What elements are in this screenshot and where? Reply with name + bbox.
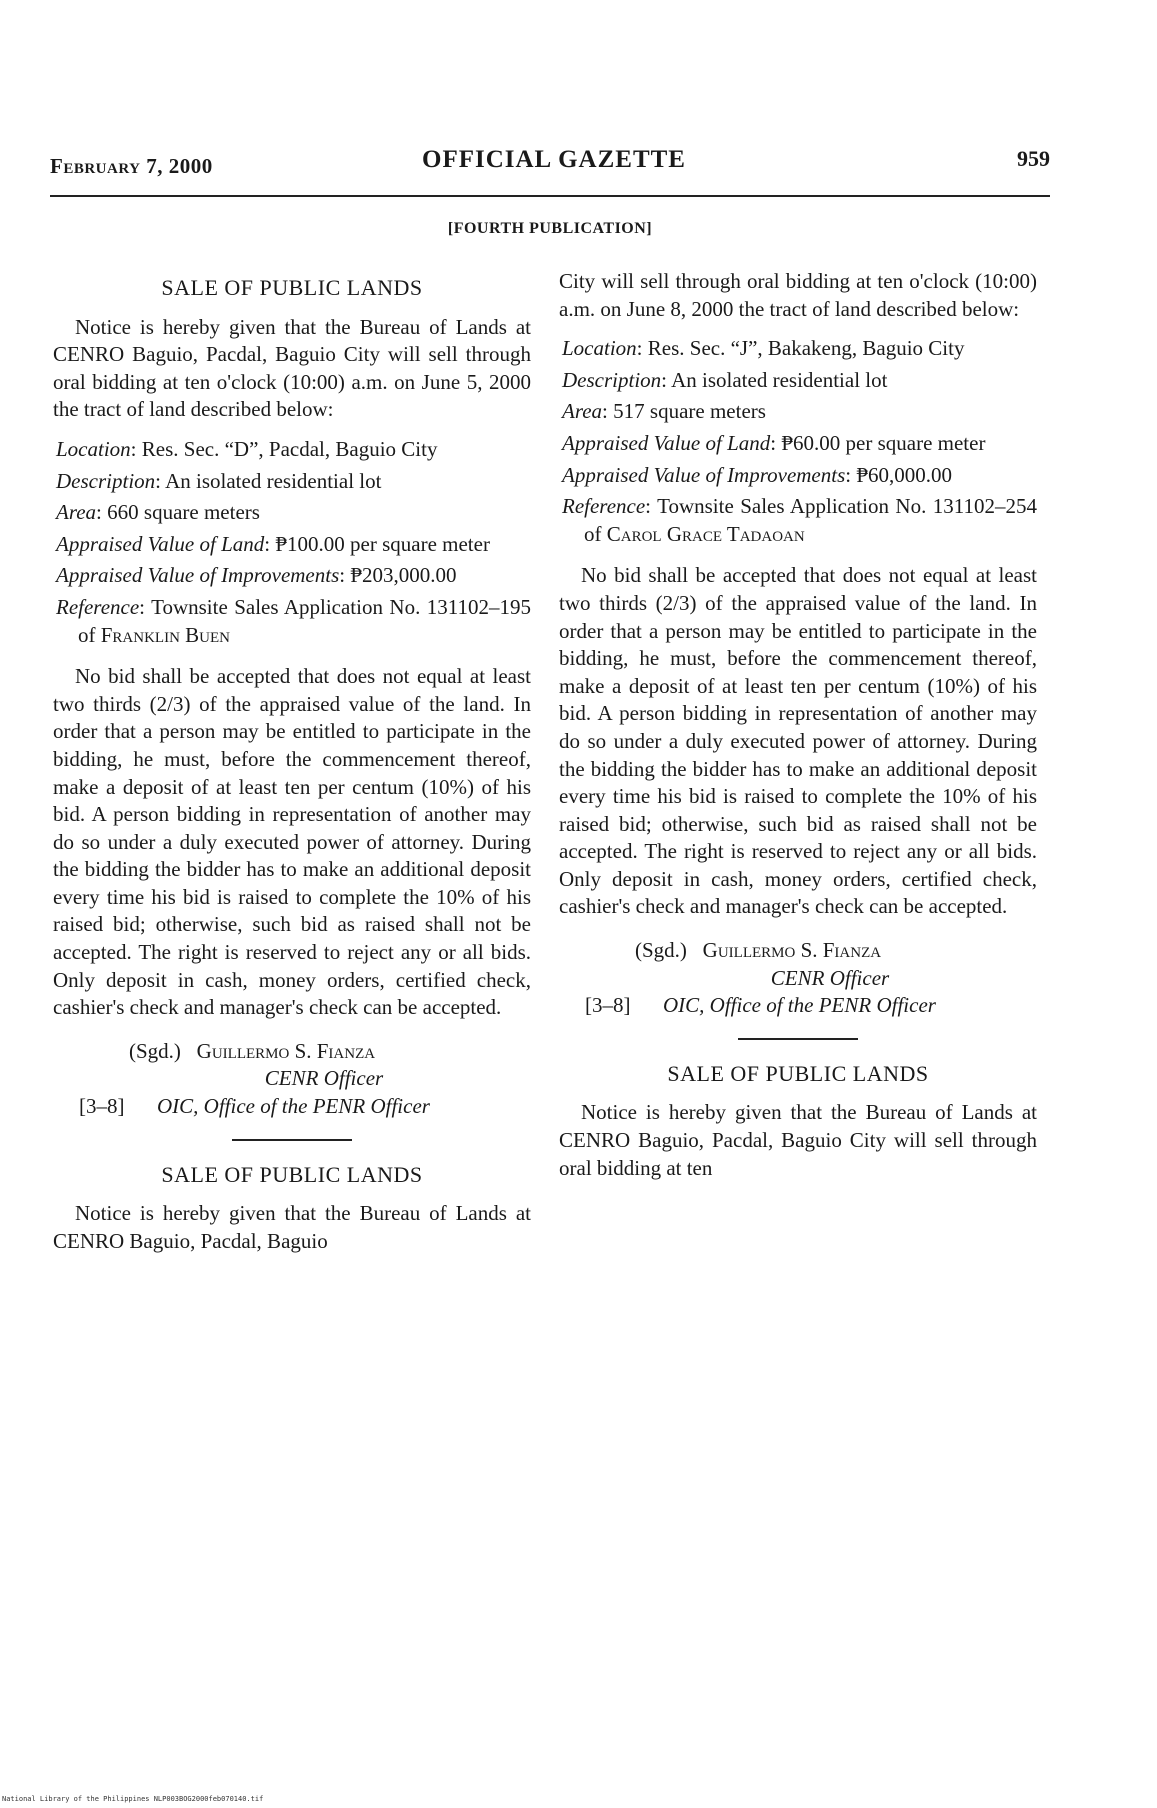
notice1-area: Area: 660 square meters — [56, 500, 260, 525]
notice1-code: [3–8] — [79, 1094, 125, 1119]
notice1-description: Description: An isolated residential lot — [56, 468, 382, 493]
notice2-location-label: Location — [562, 336, 637, 361]
notice2-body: No bid shall be accepted that does not equal at least two thirds (2/3) of the appraised value of the land. In order that a person may be entitled to participate in the bidding, he must, before the commencement thereof, make a deposit of at least ten per centum (10%) of his bid. A person bidding in representation of another may do so under a duly executed power of attorney. During the bidding the bidder has to make an additional deposit every time his bid is raised to complete the 10% of his raised bid; otherwise, such bid as raised shall not be accepted. The right is reserved to reject any or all bids. Only deposit in cash, money orders, certified check, cashier's check and manager's check can be accepted. — [559, 563, 1037, 919]
separator-rule — [738, 1038, 858, 1040]
notice2-land-value-label: Appraised Value of Land — [562, 430, 771, 455]
notice3-intro: Notice is hereby given that the Bureau of Lands at CENRO Baguio, Pacdal, Baguio City will sell through oral bidding at ten — [559, 1100, 1037, 1180]
notice2-code: [3–8] — [585, 993, 631, 1018]
notice1-sgd: (Sgd.) — [129, 1038, 181, 1063]
notice1-reference: Reference: Townsite Sales Application No. 131102–195 of Franklin Buen — [56, 594, 531, 647]
notice2-land-value-value: ₱60.00 per square meter — [781, 430, 986, 455]
publication-title: OFFICIAL GAZETTE — [422, 146, 686, 173]
notice3-heading: SALE OF PUBLIC LANDS — [667, 1060, 929, 1086]
notice2-location: Location: Res. Sec. “J”, Bakakeng, Baguio City — [562, 336, 965, 361]
notice1-reference-value: Townsite Sales Application No. 131102–195 of — [78, 594, 531, 647]
notice2-reference-label: Reference — [562, 494, 646, 519]
scan-footer: National Library of the Philippines NLP003BOG2000feb070140.tif — [2, 1795, 264, 1803]
notice2-land-value: Appraised Value of Land: ₱60.00 per square meter — [562, 430, 986, 455]
notice1-land-value: Appraised Value of Land: ₱100.00 per square meter — [56, 531, 490, 556]
notice2-signatory: Guillermo S. Fianza — [702, 938, 882, 963]
notice1-description-label: Description — [56, 468, 156, 493]
notice2-intro-part1: Notice is hereby given that the Bureau of Lands at CENRO Baguio, Pacdal, Baguio — [53, 1201, 531, 1253]
notice2-heading: SALE OF PUBLIC LANDS — [161, 1161, 423, 1187]
notice1-location-label: Location — [56, 436, 131, 461]
notice1-title1: CENR Officer — [264, 1066, 384, 1091]
notice2-title1: CENR Officer — [770, 965, 890, 990]
notice2-description-label: Description — [562, 367, 662, 392]
notice2-sgd: (Sgd.) — [635, 938, 687, 963]
notice1-description-value: An isolated residential lot — [165, 468, 382, 493]
notice2-reference-name: Carol Grace Tadaoan — [606, 521, 805, 546]
notice1-reference-name: Franklin Buen — [100, 622, 231, 647]
notice1-location-value: Res. Sec. “D”, Pacdal, Baguio City — [141, 436, 438, 461]
notice1-reference-label: Reference — [56, 594, 140, 619]
publication-note: [FOURTH PUBLICATION] — [447, 220, 653, 237]
notice1-signature — [53, 1038, 531, 1121]
notice1-body: No bid shall be accepted that does not equal at least two thirds (2/3) of the appraised value of the land. In order that a person may be entitled to participate in the bidding, he must, before the commencement thereof, make a deposit of at least ten per centum (10%) of his bid. A person bidding in representation of another may do so under a duly executed power of attorney. During the bidding the bidder has to make an additional deposit every time his bid is raised to complete the 10% of his raised bid; otherwise, such bid as raised shall not be accepted. The right is reserved to reject any or all bids. Only deposit in cash, money orders, certified check, cashier's check and manager's check can be accepted. — [53, 664, 531, 1020]
notice2-area-value: 517 square meters — [613, 399, 766, 424]
right-column — [559, 268, 1037, 1194]
notice2-reference: Reference: Townsite Sales Application No. 131102–254 of Carol Grace Tadaoan — [562, 494, 1037, 546]
notice2-area: Area: 517 square meters — [562, 399, 766, 424]
notice2-improvements-label: Appraised Value of Improvements — [562, 462, 846, 487]
notice1-area-value: 660 square meters — [107, 500, 260, 525]
notice2-location-value: Res. Sec. “J”, Bakakeng, Baguio City — [647, 336, 965, 361]
header-rule — [50, 195, 1050, 197]
notice2-title2: OIC, Office of the PENR Officer — [663, 993, 936, 1018]
left-column — [53, 268, 531, 1267]
notice1-heading: SALE OF PUBLIC LANDS — [161, 275, 423, 300]
notice2-intro-part2: City will sell through oral bidding at ten o'clock (10:00) a.m. on June 8, 2000 the tract of land described below: — [559, 269, 1037, 321]
notice1-improvements-label: Appraised Value of Improvements — [56, 563, 340, 588]
notice2-description: Description: An isolated residential lot — [562, 367, 888, 392]
page-number: 959 — [1017, 146, 1050, 171]
notice2-improvements-value: ₱60,000.00 — [856, 462, 953, 487]
notice1-title2: OIC, Office of the PENR Officer — [157, 1094, 430, 1119]
notice1-improvements: Appraised Value of Improvements: ₱203,000.00 — [56, 563, 457, 588]
notice1-signatory: Guillermo S. Fianza — [196, 1038, 376, 1063]
notice2-signature — [559, 937, 1037, 1020]
notice1-improvements-value: ₱203,000.00 — [350, 563, 457, 588]
notice2-improvements: Appraised Value of Improvements: ₱60,000.00 — [562, 462, 953, 487]
page-header — [50, 146, 1050, 182]
notice1-location: Location: Res. Sec. “D”, Pacdal, Baguio City — [56, 436, 438, 461]
issue-date: February 7, 2000 — [50, 154, 213, 178]
notice2-description-value: An isolated residential lot — [671, 367, 888, 392]
notice1-area-label: Area — [56, 500, 97, 525]
notice2-area-label: Area — [562, 399, 603, 424]
notice1-land-value-label: Appraised Value of Land — [56, 531, 265, 556]
separator-rule — [232, 1139, 352, 1141]
notice1-intro: Notice is hereby given that the Bureau of Lands at CENRO Baguio, Pacdal, Baguio City will sell through oral bidding at ten o'clock (10:00) a.m. on June 5, 2000 the tract of land described below: — [53, 314, 531, 422]
notice1-land-value-value: ₱100.00 per square meter — [275, 531, 490, 556]
notice2-reference-value: Townsite Sales Application No. 131102–254 of — [584, 494, 1037, 546]
